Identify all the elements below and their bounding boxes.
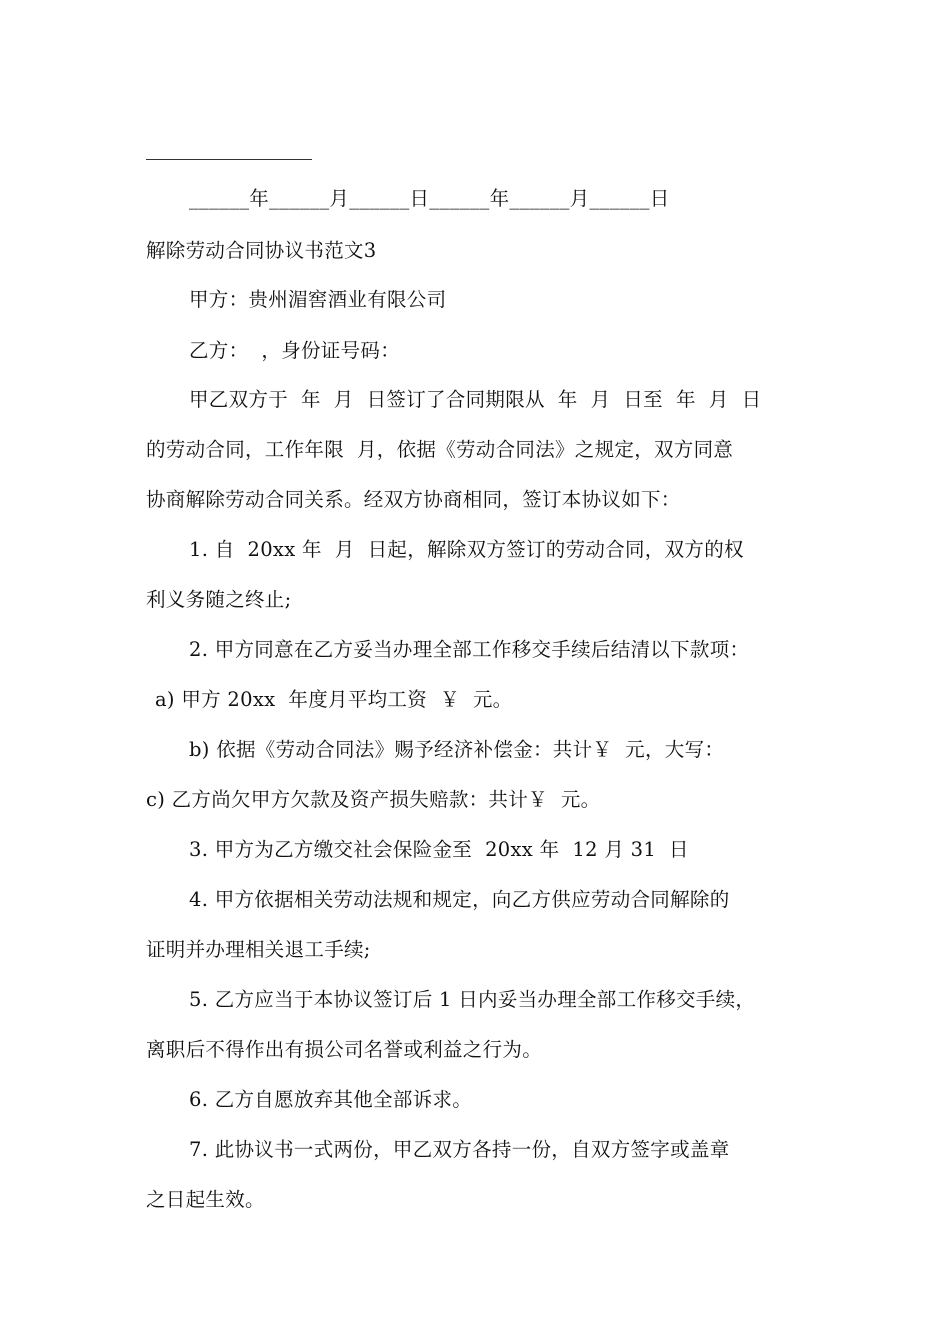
party-b-line: 乙方： ，身份证号码： — [189, 339, 400, 362]
date-fill-row: ______年______月______日______年______月______日 — [189, 187, 670, 210]
clause-7-line: 之日起生效。 — [146, 1188, 265, 1211]
clause-4-line: 4. 甲方依据相关劳动法规和规定，向乙方供应劳动合同解除的 — [189, 888, 730, 911]
clause-2-line: 2. 甲方同意在乙方妥当办理全部工作移交手续后结清以下款项： — [189, 638, 750, 661]
signature-underline — [146, 159, 312, 160]
clause-1-line: 利义务随之终止; — [146, 588, 292, 611]
clause-2b-line: b) 依据《劳动合同法》赐予经济补偿金：共计￥ 元，大写： — [189, 738, 725, 761]
clause-2c-line: c) 乙方尚欠甲方欠款及资产损失赔款：共计￥ 元。 — [146, 788, 601, 811]
document-title: 解除劳动合同协议书范文3 — [146, 239, 377, 262]
clause-5-line: 离职后不得作出有损公司名誉或利益之行为。 — [146, 1038, 543, 1061]
party-a-line: 甲方：贵州湄窖酒业有限公司 — [189, 288, 447, 311]
paragraph-line: 的劳动合同，工作年限 月，依据《劳动合同法》之规定，双方同意 — [146, 438, 734, 461]
paragraph-line: 甲乙双方于 年 月 日签订了合同期限从 年 月 日至 年 月 日 — [189, 388, 762, 411]
clause-6-line: 6. 乙方自愿放弃其他全部诉求。 — [189, 1088, 473, 1111]
clause-2a-line: a) 甲方 20xx 年度月平均工资 ￥ 元。 — [155, 688, 513, 711]
paragraph-line: 协商解除劳动合同关系。经双方协商相同，签订本协议如下： — [146, 488, 681, 511]
clause-4-line: 证明并办理相关退工手续; — [146, 938, 371, 961]
clause-5-line: 5. 乙方应当于本协议签订后 1 日内妥当办理全部工作移交手续， — [189, 988, 756, 1011]
clause-3-line: 3. 甲方为乙方缴交社会保险金至 20xx 年 12 月 31 日 — [189, 838, 689, 861]
clause-7-line: 7. 此协议书一式两份，甲乙双方各持一份，自双方签字或盖章 — [189, 1138, 730, 1161]
clause-1-line: 1. 自 20xx 年 月 日起，解除双方签订的劳动合同，双方的权 — [189, 538, 744, 561]
